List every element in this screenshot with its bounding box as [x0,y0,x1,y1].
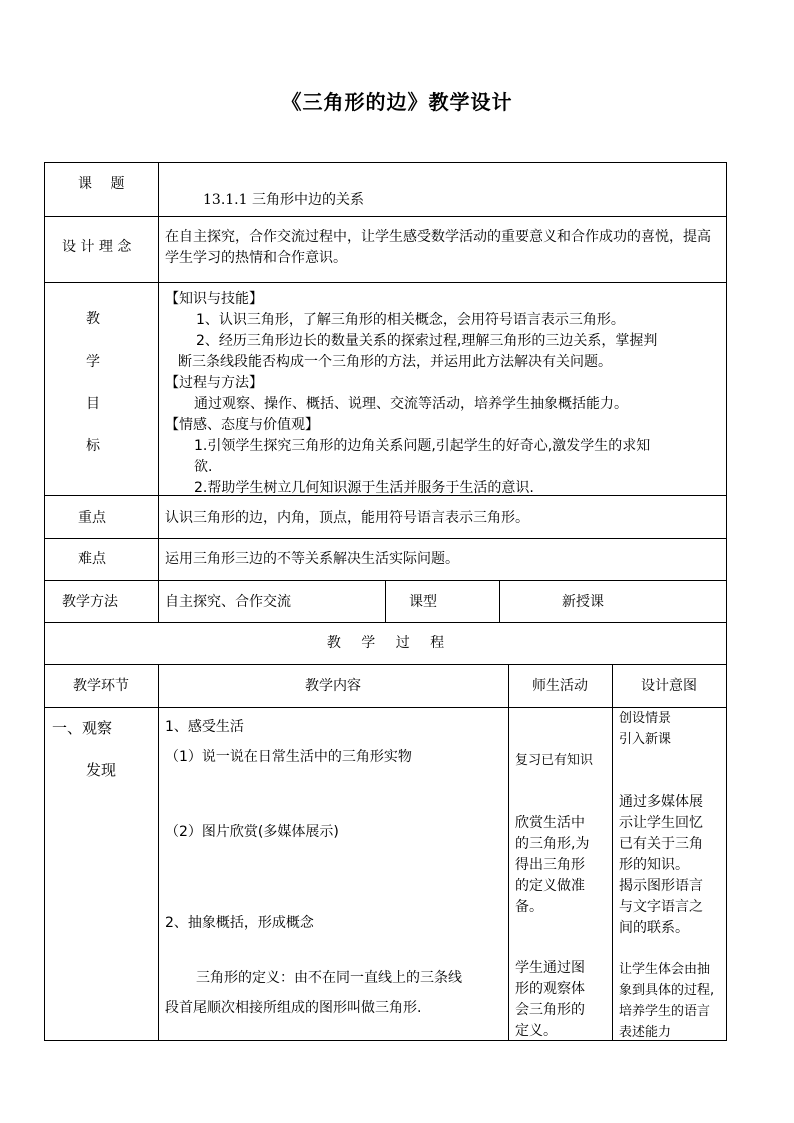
activity-line: 欣赏生活中 [515,815,585,831]
activity-line: 的定义做准 [515,878,585,894]
key-point-value: 认识三角形的边，内角，顶点，能用符号语言表示三角形。 [165,510,529,526]
intent-line: 让学生体会由抽 [619,962,711,977]
table-border [44,162,45,1041]
objective-item: 1、认识三角形，了解三角形的相关概念，会用符号语言表示三角形。 [196,312,625,328]
activity-line: 学生通过图 [515,960,585,976]
objectives-label-char: 教 [86,311,100,327]
table-border [508,664,509,1041]
intent-item [619,792,703,939]
objective-item: 欲. [194,459,213,475]
activity-line: 会三角形的 [515,1002,585,1018]
activity-item [515,813,589,918]
concept-label: 设 计 理 念 [62,239,132,255]
activity-item: 复习已有知识 [515,753,594,768]
key-point-label: 重点 [78,510,106,526]
objective-item: 2、经历三角形边长的数量关系的探索过程,理解三角形的三边关系，掌握判 [196,333,658,349]
process-header: 教 学 过 程 [326,635,445,651]
intent-line: 通过多媒体展 [619,794,703,810]
objective-heading-emotion: 【情感、态度与价值观】 [165,417,319,433]
content-item: （2）图片欣赏(多媒体展示) [165,824,339,840]
intent-line: 与文字语言之 [619,899,703,915]
objectives-label-char: 目 [86,396,100,412]
table-border [612,664,613,1041]
lesson-type-label: 课型 [409,594,437,610]
column-header-intent: 设计意图 [641,678,697,694]
objectives-label-char: 标 [86,438,100,454]
intent-line: 培养学生的语言 [619,1004,711,1019]
topic-label: 课 题 [78,176,125,192]
activity-line: 备。 [515,899,543,915]
intent-line: 创设情景 [619,711,672,726]
objective-item: 1.引领学生探究三角形的边角关系问题,引起学生的好奇心,激发学生的求知 [194,438,651,454]
objective-item: 断三条线段能否构成一个三角形的方法，并运用此方法解决有关问题。 [178,354,612,370]
objective-item: 2.帮助学生树立几何知识源于生活并服务于生活的意识. [194,480,534,496]
intent-item [619,959,714,1043]
activity-line: 得出三角形 [515,857,585,873]
activity-line: 定义。 [515,1023,557,1039]
document-title: 《三角形的边》教学设计 [281,90,513,114]
table-border [44,216,727,217]
table-border [158,664,159,1041]
column-header-stage: 教学环节 [73,678,129,694]
intent-line: 形的知识。 [619,857,689,873]
table-border [499,580,500,623]
intent-item [619,708,671,750]
topic-value: 13.1.1 三角形中边的关系 [203,192,364,208]
content-definition: 段首尾顺次相接所组成的图形叫做三角形. [165,1000,422,1016]
activity-line: 的三角形,为 [515,836,590,852]
intent-line: 揭示图形语言 [619,878,703,894]
content-item: （1）说一说在日常生活中的三角形实物 [165,749,412,765]
objectives-label-char: 学 [86,354,100,370]
table-border [44,664,727,665]
intent-line: 引入新课 [619,732,672,747]
method-label: 教学方法 [62,594,118,610]
activity-line: 形的观察体 [515,981,585,997]
intent-line: 象到具体的过程, [619,983,715,998]
objective-item: 通过观察、操作、概括、说理、交流等活动，培养学生抽象概括能力。 [194,396,628,412]
intent-line: 表述能力 [619,1025,672,1040]
method-value: 自主探究、合作交流 [165,594,291,610]
activity-item [515,958,585,1042]
difficulty-value: 运用三角形三边的不等关系解决生活实际问题。 [165,551,459,567]
table-border [44,162,727,163]
column-header-content: 教学内容 [305,678,361,694]
intent-line: 已有关于三角 [619,836,703,852]
concept-value: 在自主探究，合作交流过程中，让学生感受数学活动的重要意义和合作成功的喜悦，提高学生学习的热情和合作意识。 [165,229,711,266]
lesson-type-value: 新授课 [562,594,604,610]
intent-line: 间的联系。 [619,920,689,936]
intent-line: 示让学生回忆 [619,815,703,831]
objective-heading-process: 【过程与方法】 [165,375,263,391]
table-border [385,580,386,623]
column-header-activity: 师生活动 [532,678,588,694]
objective-heading-knowledge: 【知识与技能】 [165,291,263,307]
stage-name: 一、观察 [52,719,113,737]
content-definition: 三角形的定义：由不在同一直线上的三条线 [196,970,462,986]
content-item: 1、感受生活 [165,719,244,735]
table-border [44,282,727,283]
stage-name: 发现 [86,761,117,779]
table-border [44,538,727,539]
content-item: 2、抽象概括，形成概念 [165,915,314,931]
table-border [158,162,159,623]
table-border [726,162,727,1041]
difficulty-label: 难点 [78,551,106,567]
